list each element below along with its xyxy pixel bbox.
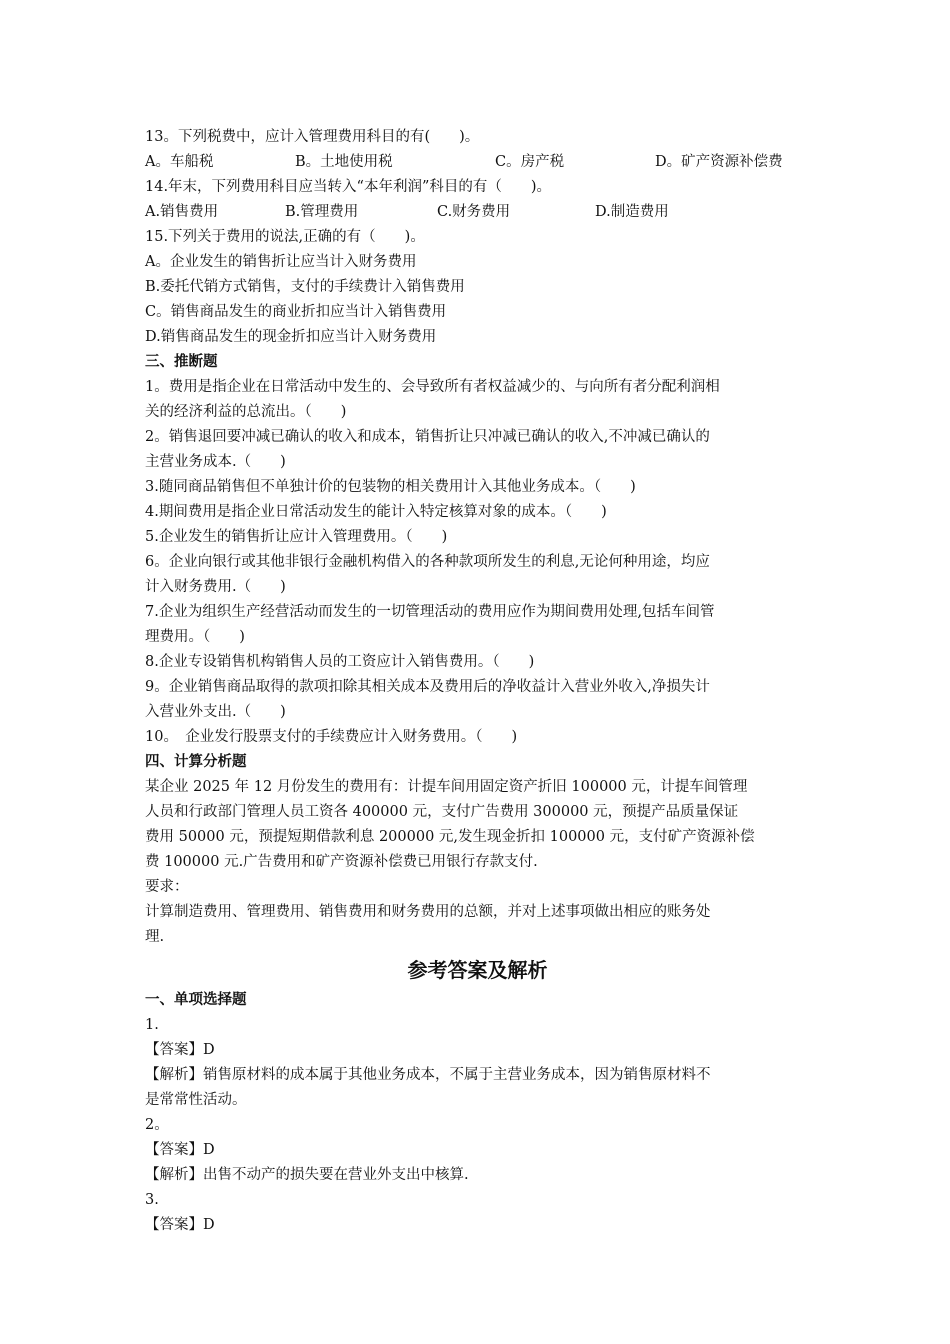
answer-line: 3.	[145, 1192, 159, 1208]
s3-line: 理费用。（ )	[145, 629, 245, 645]
s4-line: 费用 50000 元，预提短期借款利息 200000 元,发生现金折扣 100000 元，支付矿产资源补偿	[145, 829, 755, 845]
s3-line: 1。费用是指企业在日常活动中发生的、会导致所有者权益减少的、与向所有者分配利润相	[145, 379, 720, 395]
answer-line: 2。	[145, 1117, 169, 1133]
answers-heading: 一、单项选择题	[145, 992, 247, 1008]
q15-option-d: D.销售商品发生的现金折扣应当计入财务费用	[145, 329, 437, 345]
answer-line: 【答案】D	[145, 1142, 215, 1158]
document-page	[145, 125, 810, 1238]
q13-option-c: C。房产税	[495, 154, 565, 170]
q14-option-a: A.销售费用	[145, 204, 219, 220]
s3-line: 3.随同商品销售但不单独计价的包装物的相关费用计入其他业务成本。（ )	[145, 479, 636, 495]
q13-option-b: B。土地使用税	[295, 154, 393, 170]
q15-option-b: B.委托代销方式销售，支付的手续费计入销售费用	[145, 279, 465, 295]
s3-line: 8.企业专设销售机构销售人员的工资应计入销售费用。（ )	[145, 654, 535, 670]
s3-line: 5.企业发生的销售折让应计入管理费用。（ )	[145, 529, 448, 545]
q15-option-a: A。企业发生的销售折让应当计入财务费用	[145, 254, 417, 270]
s3-line: 主营业务成本.（ )	[145, 454, 286, 470]
s4-line: 费 100000 元.广告费用和矿产资源补偿费已用银行存款支付.	[145, 854, 538, 870]
answer-line: 【答案】D	[145, 1042, 215, 1058]
answers-title: 参考答案及解析	[407, 958, 548, 982]
s3-line: 入营业外支出.（ )	[145, 704, 286, 720]
s3-line: 关的经济利益的总流出。（ )	[145, 404, 347, 420]
s3-line: 7.企业为组织生产经营活动而发生的一切管理活动的费用应作为期间费用处理,包括车间管	[145, 604, 715, 620]
s3-line: 9。企业销售商品取得的款项扣除其相关成本及费用后的净收益计入营业外收入,净损失计	[145, 679, 710, 695]
q14-option-c: C.财务费用	[437, 204, 511, 220]
q13-option-d: D。矿产资源补偿费	[655, 154, 783, 170]
q13-option-a: A。车船税	[145, 154, 214, 170]
s3-line: 2。销售退回要冲减已确认的收入和成本，销售折让只冲减已确认的收入,不冲减已确认的	[145, 429, 710, 445]
answer-line: 【解析】出售不动产的损失要在营业外支出中核算.	[145, 1167, 469, 1183]
s4-line: 某企业 2025 年 12 月份发生的费用有：计提车间用固定资产折旧 100000 元，计提车间管理	[145, 779, 748, 795]
s3-line: 6。企业向银行或其他非银行金融机构借入的各种款项所发生的利息,无论何种用途，均应	[145, 554, 710, 570]
s4-line: 理.	[145, 929, 165, 945]
q13-options	[145, 150, 810, 175]
q14-stem: 14.年末，下列费用科目应当转入“本年利润”科目的有（ )。	[145, 179, 552, 195]
section-4-heading: 四、计算分析题	[145, 754, 247, 770]
answer-line: 1.	[145, 1017, 159, 1033]
s4-line: 人员和行政部门管理人员工资各 400000 元，支付广告费用 300000 元，预提产品质量保证	[145, 804, 739, 820]
s3-line: 计入财务费用.（ )	[145, 579, 286, 595]
q14-options	[145, 200, 810, 225]
q15-option-c: C。销售商品发生的商业折扣应当计入销售费用	[145, 304, 447, 320]
q15-stem: 15.下列关于费用的说法,正确的有（ )。	[145, 229, 425, 245]
section-3-heading: 三、推断题	[145, 354, 218, 370]
q14-option-b: B.管理费用	[285, 204, 359, 220]
s4-line: 计算制造费用、管理费用、销售费用和财务费用的总额，并对上述事项做出相应的账务处	[145, 904, 711, 920]
q13-stem: 13。下列税费中，应计入管理费用科目的有( )。	[145, 129, 480, 145]
s3-line: 10。 企业发行股票支付的手续费应计入财务费用。（ )	[145, 729, 518, 745]
s3-line: 4.期间费用是指企业日常活动发生的能计入特定核算对象的成本。（ )	[145, 504, 607, 520]
answer-line: 是常常性活动。	[145, 1092, 247, 1108]
q14-option-d: D.制造费用	[595, 204, 669, 220]
answer-line: 【解析】销售原材料的成本属于其他业务成本，不属于主营业务成本，因为销售原材料不	[145, 1067, 711, 1083]
answer-line: 【答案】D	[145, 1217, 215, 1233]
s4-line: 要求：	[145, 879, 189, 895]
